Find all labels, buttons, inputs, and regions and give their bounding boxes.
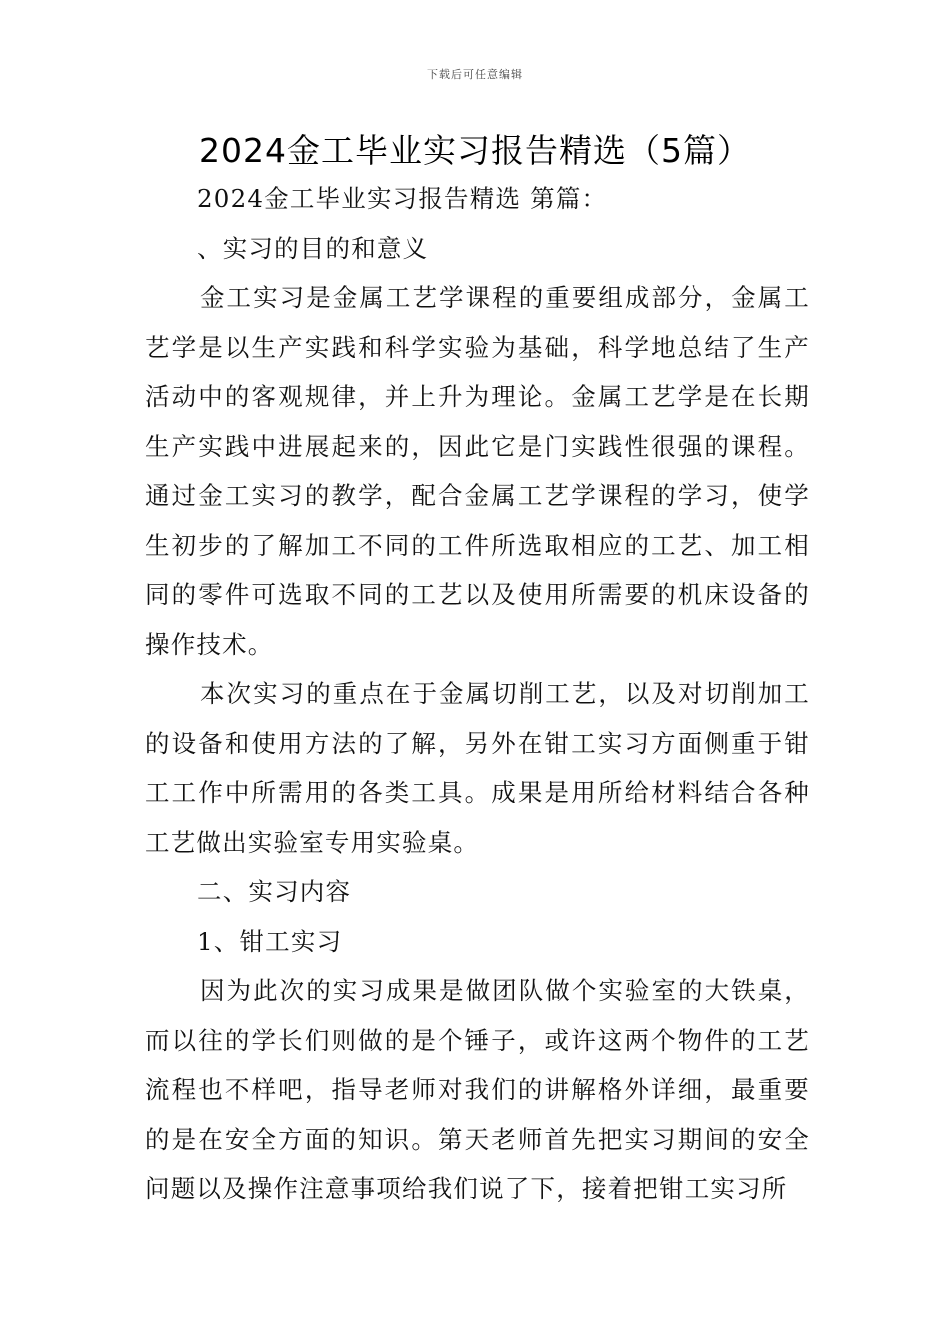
paragraph: 金工实习是金属工艺学课程的重要组成部分，金属工艺学是以生产实践和科学实验为基础，科学地总结了生产活动中的客观规律，并上升为理论。金属工艺学是在长期生产实践中进展起来的，因此它是门实践性很强的课程。通过金工实习的教学，配合金属工艺学课程的学习，使学生初步的了解加工不同的工件所选取相应的工艺、加工相同的零件可选取不同的工艺以及使用所需要的机床设备的操作技术。 [145,283,810,659]
paragraph: 本次实习的重点在于金属切削工艺，以及对切削加工的设备和使用方法的了解，另外在钳工实习方面侧重于钳工工作中所需用的各类工具。成果是用所给材料结合各种工艺做出实验室专用实验桌。 [145,679,810,857]
subsection-heading-fitter: 1、钳工实习 [197,926,343,956]
document-body [145,174,810,1214]
paragraph: 因为此次的实习成果是做团队做个实验室的大铁桌，而以往的学长们则做的是个锤子，或许这两个物件的工艺流程也不样吧，指导老师对我们的讲解格外详细，最重要的是在安全方面的知识。第天老师首先把实习期间的安全问题以及操作注意事项给我们说了下，接着把钳工实习所 [145,976,810,1203]
subtitle-line: 2024金工毕业实习报告精选 第篇： [197,184,608,213]
document-title: 2024金工毕业实习报告精选（5篇） [199,131,751,170]
section-heading-purpose: 、实习的目的和意义 [197,233,429,263]
header-note: 下载后可任意编辑 [427,68,523,81]
section-heading-content: 二、实习内容 [197,877,352,906]
